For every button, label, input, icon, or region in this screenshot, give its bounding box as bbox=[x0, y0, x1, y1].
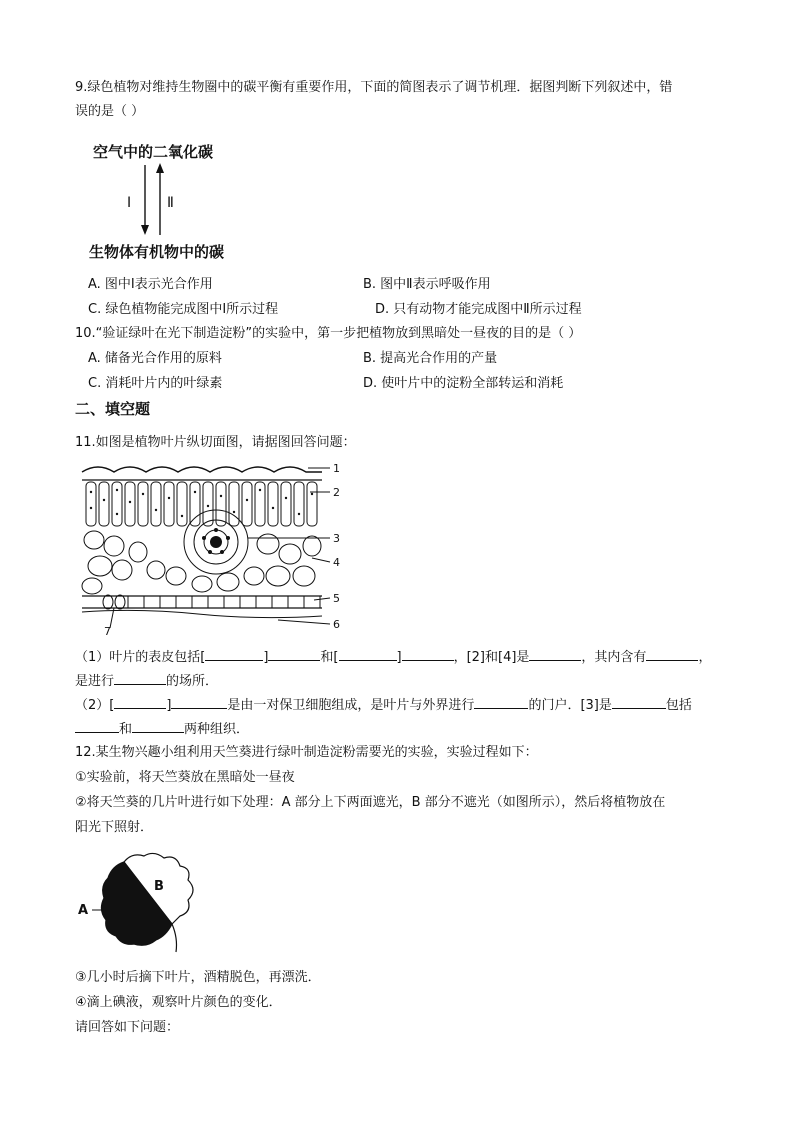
q11-p1-text-e: ，[2]和[4]是 bbox=[453, 650, 530, 665]
blank-input[interactable] bbox=[402, 646, 454, 661]
q9-option-a[interactable]: A. 图中Ⅰ表示光合作用 bbox=[88, 277, 213, 292]
arrow-label-i: Ⅰ bbox=[127, 195, 132, 211]
fig-label-3: 3 bbox=[333, 532, 340, 545]
fig-label-5: 5 bbox=[333, 592, 340, 605]
q11-p1-text-h: 是进行 bbox=[75, 674, 115, 689]
q10-stem: 10.“验证绿叶在光下制造淀粉”的实验中，第一步把植物放到黑暗处一昼夜的目的是（ ） bbox=[75, 326, 582, 341]
carbon-cycle-diagram bbox=[85, 135, 255, 265]
blank-input[interactable] bbox=[114, 694, 166, 709]
q9-stem-line1: 9.绿色植物对维持生物圈中的碳平衡有重要作用，下面的简图表示了调节机理．据图判断下列叙述中，错 bbox=[75, 80, 673, 95]
q11-p1-text-a: （1）叶片的表皮包括[ bbox=[75, 650, 206, 665]
blank-input[interactable] bbox=[171, 694, 227, 709]
q12-step4: ④滴上碘液，观察叶片颜色的变化． bbox=[75, 995, 282, 1010]
q11-part1 bbox=[75, 646, 725, 694]
blank-input[interactable] bbox=[612, 694, 666, 709]
q10-option-b[interactable]: B. 提高光合作用的产量 bbox=[363, 351, 498, 366]
q9-stem-line2: 误的是（ ） bbox=[75, 104, 145, 119]
arrow-label-ii: Ⅱ bbox=[167, 195, 174, 211]
q12-step3: ③几小时后摘下叶片，酒精脱色，再漂洗． bbox=[75, 970, 321, 985]
blank-input[interactable] bbox=[646, 646, 698, 661]
fig-label-6: 6 bbox=[333, 618, 340, 631]
q11-p2-text-f: 和 bbox=[119, 722, 133, 737]
q11-p2-text-e: 包括 bbox=[665, 698, 692, 713]
blank-input[interactable] bbox=[114, 670, 166, 685]
q12-step2-line1: ②将天竺葵的几片叶进行如下处理：A 部分上下两面遮光，B 部分不遮光（如图所示），然后将植物放在 bbox=[75, 795, 666, 810]
fig-label-2: 2 bbox=[333, 486, 340, 499]
q11-p2-text-a: （2）[ bbox=[75, 698, 115, 713]
blank-input[interactable] bbox=[205, 646, 263, 661]
q11-p2-text-b: ] bbox=[166, 698, 172, 713]
q11-p1-text-f: ，其内含有 bbox=[581, 650, 647, 665]
q10-option-d[interactable]: D. 使叶片中的淀粉全部转运和消耗 bbox=[363, 376, 564, 391]
q11-p2-text-g: 两种组织． bbox=[184, 722, 250, 737]
q11-p1-text-b: ] bbox=[263, 650, 269, 665]
fig-label-7: 7 bbox=[104, 625, 111, 636]
q11-stem: 11.如图是植物叶片纵切面图，请据图回答问题： bbox=[75, 435, 356, 450]
q11-p1-text-i: 的场所． bbox=[166, 674, 219, 689]
q10-option-a[interactable]: A. 储备光合作用的原料 bbox=[88, 351, 222, 366]
q12-step1: ①实验前，将天竺葵放在黑暗处一昼夜 bbox=[75, 770, 295, 785]
leaf-cross-section-figure bbox=[78, 458, 350, 636]
fig-label-4: 4 bbox=[333, 556, 340, 569]
q9-option-d[interactable]: D. 只有动物才能完成图中Ⅱ所示过程 bbox=[375, 302, 582, 317]
q12-step2-line2: 阳光下照射． bbox=[75, 820, 154, 835]
q11-part2 bbox=[75, 694, 725, 742]
q11-p1-text-g: ， bbox=[698, 650, 712, 665]
q11-p2-text-d: 的门户．[3]是 bbox=[528, 698, 612, 713]
diagram-top-label: 空气中的二氧化碳 bbox=[93, 143, 214, 161]
q12-prompt: 请回答如下问题： bbox=[75, 1020, 180, 1035]
q12-stem: 12.某生物兴趣小组利用天竺葵进行绿叶制造淀粉需要光的实验，实验过程如下： bbox=[75, 745, 538, 760]
geranium-leaf-figure bbox=[76, 850, 206, 954]
blank-input[interactable] bbox=[75, 718, 119, 733]
blank-input[interactable] bbox=[268, 646, 320, 661]
leaf-label-b: B bbox=[154, 879, 164, 894]
diagram-bottom-label: 生物体有机物中的碳 bbox=[89, 243, 225, 261]
blank-input[interactable] bbox=[132, 718, 184, 733]
q11-p1-text-d: ] bbox=[396, 650, 402, 665]
fig-label-1: 1 bbox=[333, 462, 340, 475]
q10-option-c[interactable]: C. 消耗叶片内的叶绿素 bbox=[88, 376, 223, 391]
blank-input[interactable] bbox=[339, 646, 397, 661]
q11-p1-text-c: 和[ bbox=[320, 650, 339, 665]
blank-input[interactable] bbox=[529, 646, 581, 661]
section-title: 二、填空题 bbox=[75, 400, 151, 418]
leaf-label-a: A bbox=[78, 903, 89, 918]
q9-option-c[interactable]: C. 绿色植物能完成图中Ⅰ所示过程 bbox=[88, 302, 279, 317]
blank-input[interactable] bbox=[474, 694, 528, 709]
q9-option-b[interactable]: B. 图中Ⅱ表示呼吸作用 bbox=[363, 277, 491, 292]
q11-p2-text-c: 是由一对保卫细胞组成，是叶片与外界进行 bbox=[227, 698, 475, 713]
